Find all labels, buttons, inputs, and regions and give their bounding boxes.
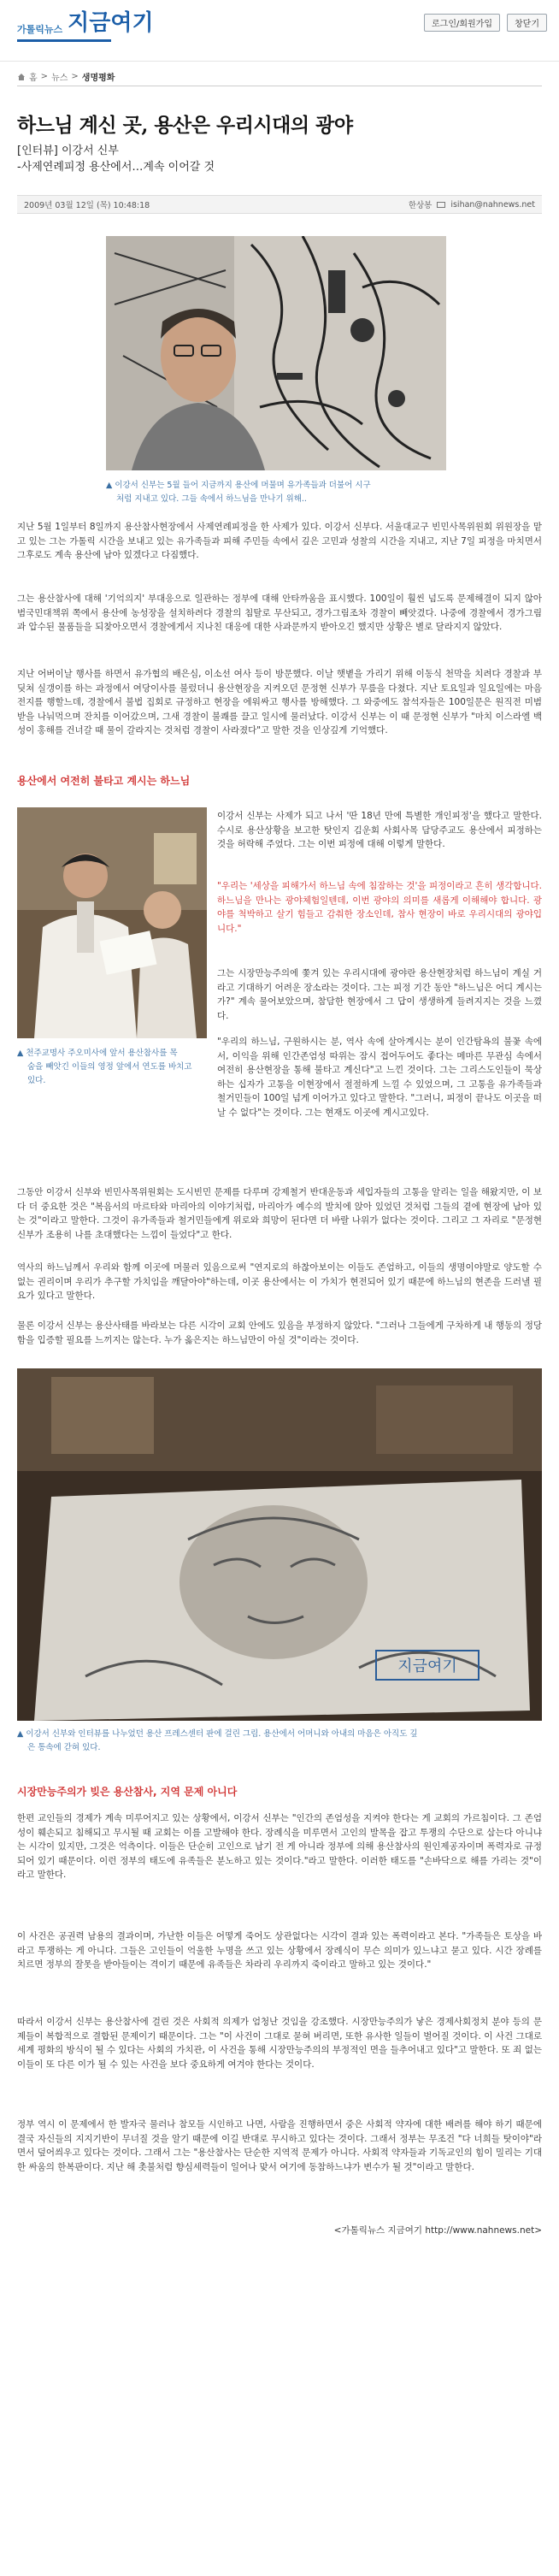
home-icon [17,73,26,81]
paragraph: 그는 용산참사에 대해 '기억의지' 부대응으로 일관하는 정부에 대해 안타까움을 표시했다. 100일이 훨씬 넘도록 문제해결이 되지 않아 범국민대책위 쪽에서 용산에 농성장을 설치하려다 경찰의 침탈로 무산되고, 경가그림조차 경찰이 빼앗겼다. 나중에 경찰에서 경가그림과 압수된 물품들을 되찾아오면서 경찰에게서 지나친 대응에 대한 사과문까지 받아오긴 했지만 상황은 별로 달라지지 않았다. [17,594,542,633]
article-meta-bar [17,195,542,214]
caption-line: 천주교명사 주오미사에 앞서 용산참사를 목 [26,1049,178,1058]
caption-line: 이강서 신부와 인터뷰를 나누었던 용산 프레스센터 판에 걸린 그림. 용산에서 어머니와 아내의 마음은 아직도 깊 [26,1729,418,1739]
caption-line: 이강서 신부는 5월 들어 지금까지 용산에 머물며 유가족들과 더불어 시구 [115,481,371,490]
caption-line: 처럼 지내고 있다. 그들 속에서 하느님을 만나기 위해.. [116,494,307,504]
paragraph: 역사의 하느님께서 우리와 함께 이곳에 머물러 있음으로써 "연지로의 하찮아보이는 이들도 존엄하고, 이들의 생명이야말로 양도할 수 없는 권리이며 우리가 추구할 가치임을 깨달아야"하는데, 이곳 용산에서는 이 가치가 현전되어 있기 때문에 하느님의 현존을 드러낼 필요가 있다고 말한다. [17,1262,542,1302]
breadcrumb-separator: > [71,72,79,81]
logo-small-text: 가톨릭뉴스 [17,24,63,35]
paragraph: 지난 5월 1일부터 8일까지 용산참사현장에서 사제연례피정을 한 사제가 있다. 이강서 신부다. 서울대교구 빈민사목위원회 위원장을 맡고 있는 그는 가톨릭 시간을 보내고 있는 유가족들과 피해 주민들 속에서 깊은 고민과 성찰의 시간을 지내고, 지난 7일 피정을 마치면서 그후로도 계속 용산에 남아 있겠다고 다짐했다. [17,522,542,561]
breadcrumb-section[interactable]: 생명평화 [81,74,115,83]
author-name: 한상봉 [408,201,432,210]
paragraph: 이 사건은 공권력 남용의 결과이며, 가난한 이들은 어떻게 죽어도 상관없다는 시각이 결과 있는 폭력이라고 본다. "가족들은 토상을 바라고 투쟁하는 게 아니다. 그들은 고인들이 억울한 누명을 쓰고 있는 상황에서 장례식이 무슨 의미가 있느냐고 묻고 있다. 시간 장례를 치르면 정부의 잘못을 받아들이는 격이기 때문에 유족들은 차라리 우리까지 죽이라고 말하고 있는 것이다." [17,1931,542,1970]
section-heading: 용산에서 여전히 불타고 계시는 하느님 [17,775,191,787]
photo-2-caption: ▲ 천주교명사 주오미사에 앞서 용산참사를 목 숨을 빼앗긴 이들의 영정 앞에서 연도를 바치고 있다. [17,1049,192,1085]
logo-underline [17,39,111,42]
site-header [0,0,559,62]
caption-line: 있다. [27,1076,46,1085]
photo-3-caption: ▲ 이강서 신부와 인터뷰를 나누었던 용산 프레스센터 판에 걸린 그림. 용산에서 어머니와 아내의 마음은 아직도 깊 은 통속에 갇혀 있다. [17,1729,418,1752]
photo-3-illustration [17,1368,542,1721]
paragraph: 따라서 이강서 신부는 용산참사에 걸린 것은 사회적 의제가 엄청난 것임을 강조했다. 시장만능주의가 낳은 경제사회정치 분야 등의 문제들이 복합적으로 결합된 문제이기 때문이다. 그는 "이 사건이 그대로 묻혀 버리면, 또한 유사한 일들이 벌어질 것이다. 이 사건 그대로 세계 평화의 방식이 될 수 있다는 사회의 가치관, 이 사건을 통해 시장만능주의의 부정적인 면을 들추어내고 있다"고 말한다. 또 죄 없는 이들이 또 다른 이가 될 수 있는 사건을 보다 중요하게 여겨야 한다는 것이다. [17,2017,542,2070]
photo-3-watermark: 지금여기 [397,1657,457,1675]
site-logo[interactable] [17,12,154,34]
photo-2-illustration [17,807,207,1038]
breadcrumb-separator: > [40,72,49,81]
article-date: 2009년 03월 12일 (목) 10:48:18 [24,201,150,210]
article-subtitle: [인터뷰] 이강서 신부 [17,145,119,157]
article-photo-3 [17,1368,542,1721]
paragraph: 지난 어버이날 행사를 하면서 유가협의 배은심, 이소선 여사 등이 방문했다. 이날 햇볕을 가리기 위해 이동식 천막을 치려다 경찰과 부딪쳐 실갱이를 하는 과정에서 여당이사를 불렀더니 용산현장을 지켜오던 문정현 신부가 무릎을 다쳤다. 지난 토요일과 일요일에는 마음전지를 행할느데, 경찰에서 불법 집회로 규정하고 현장을 에워싸고 행사를 방해했다. 그 와중에도 참석자들은 100일문은 원직전 미범 받을 나눠먹으며 잔치를 이어갔으며, 그새 경찰이 불쾌를 끌고 일시에 물러났다. 이강서 신부는 이 때 문정현 신부가 "마치 이스라엘 백성이 홍해를 건너갈 때 물이 갈라지는 것처럼 경찰이 사라졌다"고 말한 것을 인상깊게 기억했다. [17,669,542,736]
caption-line: 숨을 빼앗긴 이들의 영정 앞에서 연도를 바치고 [27,1062,192,1072]
paragraph: 그는 시장만능주의에 쫓겨 있는 우리시대에 광야란 용산현장처럼 하느님이 계실 거라고 기대하기 어려운 장소라는 것이다. 그는 피정 기간 동안 "하느님은 어디 계시는가?" 계속 물어보았으며, 참담한 현장에서 그 답이 생생하게 들려지지는 것을 느꼈다. [217,968,542,1021]
paragraph: 그동안 이강서 신부와 빈민사목위원회는 도시빈민 문제를 다루며 강제철거 반대운동과 세입자들의 고통을 알리는 일을 해왔지만, 이 보다 더 중요한 것은 "복음서의 마르타와 마리아의 이야기처럼, 마리아가 예수의 발치에 앉아 있었던 것처럼 그들의 곁에 현장에 남아 있는 것"이라고 말한다. 그것이 유가족들과 철거민들에게 위로와 희망이 된다면 더 바랄 나위가 없다는 것이다. 그리고 그 자리로 "문정현 신부가 조용히 나를 초대했다는 느낌이 들었다"고 한다. [17,1187,542,1240]
article-subtitle-2: -사제연례피정 용산에서…계속 이어갈 것 [17,161,215,174]
logo-big-text: 지금여기 [68,10,154,36]
paragraph: "우리의 하느님, 구원하시는 분, 역사 속에 살아계시는 분이 인간탐욕의 불꽃 속에서, 이익을 위해 인간존엄성 따위는 잠시 접어두어도 좋다는 메마른 무관심 속에서 여전히 용산현장을 통해 불타고 계신다"고 느낀 것이다. 그는 그리스도인들이 묵상하는 십자가 고통을 이현장에서 절절하게 느낄 수 있었으며, 그 고통을 유가족들과 철거민들이 100일 넘게 이어가고 있다고 말한다. "그러니, 피정이 끝나도 이곳을 떠날 수 없다"는 것이다. 그는 현재도 이곳에 계시고있다. [217,1037,542,1118]
photo-1-caption: ▲ 이강서 신부는 5월 들어 지금까지 용산에 머물며 유가족들과 더불어 시구 처럼 지내고 있다. 그들 속에서 하느님을 만나기 위해.. [106,481,371,504]
mail-icon [437,202,445,208]
author-email[interactable]: isihan@nahnews.net [450,199,535,210]
article-byline [409,198,535,210]
close-window-button[interactable]: 창닫기 [507,14,547,32]
article-photo-2 [17,807,207,1038]
pull-quote: "우리는 '세상을 피해가서 하느님 속에 침잠하는 것'을 피정이라고 흔히 생각합니다. 하느님을 만나는 광야체험일텐데, 이번 광야의 의미를 새롭게 이해해야 합니다. 광야를 척박하고 살기 힘들고 감춰한 장소인데, 참사 현장이 바로 우리시대의 광야입니다." [217,881,542,934]
section-heading: 시장만능주의가 빚은 용산참사, 지역 문제 아니다 [17,1786,238,1798]
article-footer-credit: <가톨릭뉴스 지금여기 http://www.nahnews.net> [333,2225,542,2236]
paragraph: 정부 역시 이 문제에서 한 발자국 물러나 참모들 시인하고 나면, 사람을 진행하면서 중은 사회적 약자에 대한 배려를 해야 하기 때문에 결국 자신들의 지지기반이 무너질 것을 알기 때문에 이길 반대로 무시하고 있다는 것이다. 그래서 정부는 무조건 "다 너희들 탓이야"라면서 덮어씌우고 있다는 것이다. 그래서 그는 "용산참사는 단순한 지역적 문제가 아니다. 사회적 약자들과 기독교인의 힘이 밀리는 기대한 싸움의 한복판이다. 지난 해 촛불처럼 향심세력들이 일어나 맞서 여기에 동참하느냐가 변수가 될 것"이라고 말한다. [17,2119,542,2172]
breadcrumb [17,70,115,83]
photo-1-illustration [106,236,446,470]
breadcrumb-news[interactable]: 뉴스 [51,74,68,83]
paragraph: 물론 이강서 신부는 용산사태를 바라보는 다른 시각이 교회 안에도 있음을 부정하지 않았다. "그러나 그들에게 구차하게 내 행동의 정당함을 입증할 필요를 느끼지는 않는다. 누가 옳은지는 하느님만이 아실 것"이라는 것이다. [17,1320,542,1345]
paragraph: 이강서 신부는 사제가 되고 나서 '딴 18년 만에 특별한 개인피정'을 했다고 말한다. 수시로 용산상황을 보고한 탓인지 김운회 사회사목 담당주교도 용산에서 피정하는 것을 허락해 주었다. 그는 이번 피정에 대해 이렇게 말한다. [217,811,542,850]
article-title: 하느님 계신 곳, 용산은 우리시대의 광야 [17,114,353,137]
breadcrumb-home[interactable]: 홈 [29,74,38,83]
article-photo-1 [106,236,446,470]
login-button[interactable]: 로그인/회원가입 [424,14,500,32]
caption-line: 은 통속에 갇혀 있다. [27,1743,101,1752]
paragraph: 한편 교인들의 경제가 계속 미루어지고 있는 상황에서, 이강서 신부는 "인간의 존엄성을 지켜야 한다는 게 교회의 가르침이다. 그 존엄성이 훼손되고 침해되고 무시될 때 교회는 이를 고발해야 한다. 장례식을 미루면서 고인의 발목을 잡고 투쟁의 수단으로 삼는다 아니냐는 시각이 있지만, 그것은 억측이다. 이들은 단순히 고인으로 남기 전 게 아니라 정부에 의해 용산참사의 원인제공자이며 폭력자로 규정되어 있기 때문이다. 이런 정부의 태도에 유족들은 분노하고 있는 것이다."라고 말한다. 이러한 태도를 "손바닥으로 해를 가리는 것"이라고 말한다. [17,1813,542,1881]
header-buttons [424,14,547,32]
